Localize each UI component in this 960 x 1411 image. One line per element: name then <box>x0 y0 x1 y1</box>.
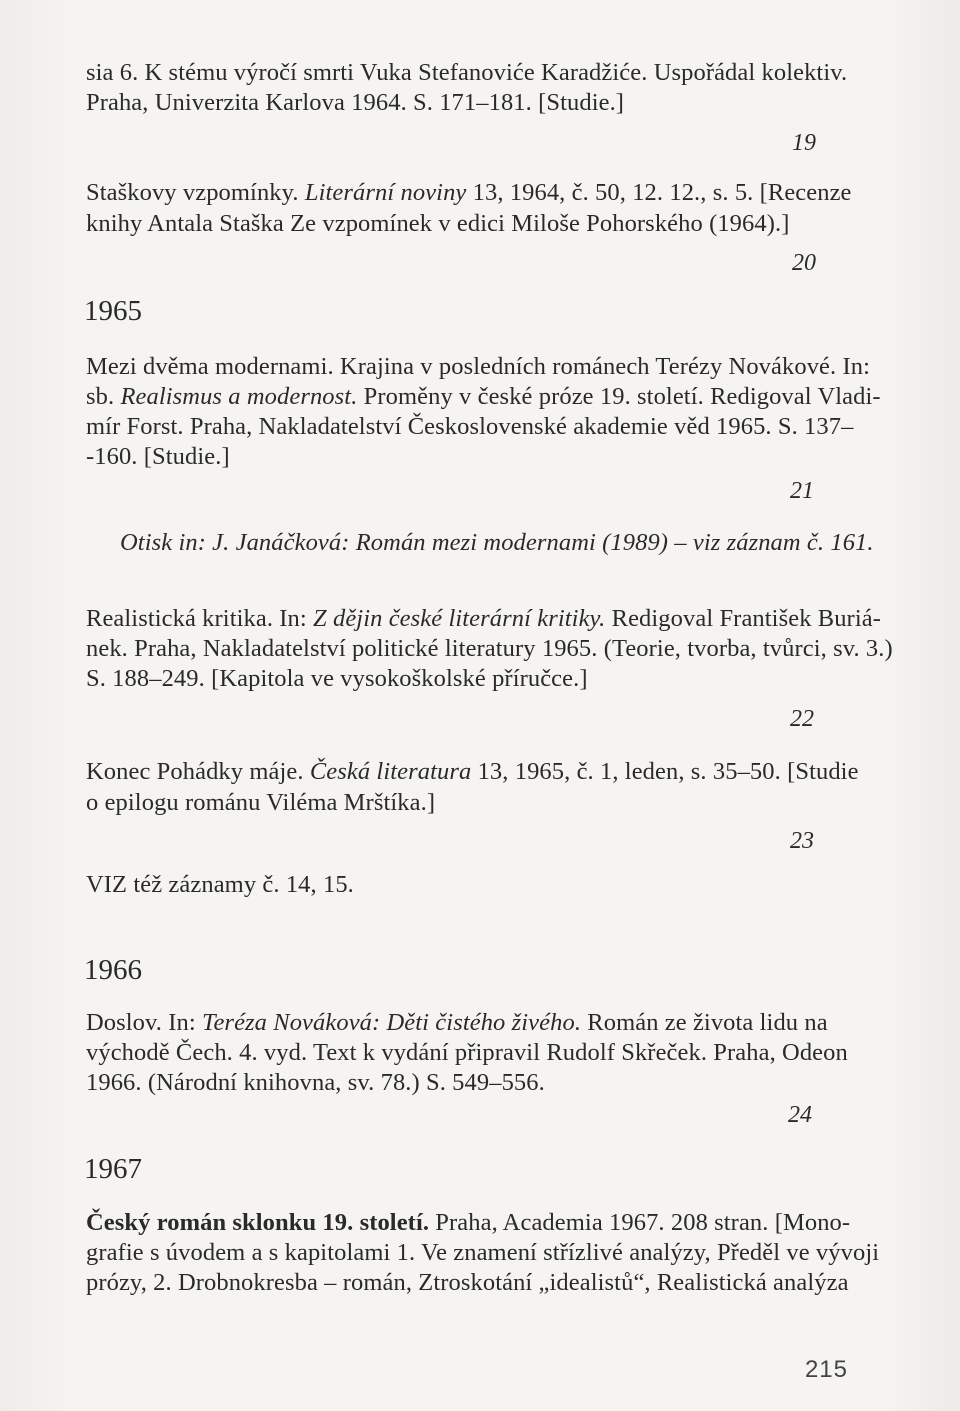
text-line: knihy Antala Staška Ze vzpomínek v edici Miloše Pohorského (1964).] <box>86 210 790 237</box>
text-line: grafie s úvodem a s kapitolami 1. Ve znamení střízlivé analýzy, Předěl ve vývoji <box>86 1239 880 1266</box>
entry-number: 21 <box>790 478 814 504</box>
text-line: mír Forst. Praha, Nakladatelství Československé akademie věd 1965. S. 137– <box>86 413 854 440</box>
text-line: Realistická kritika. In: Z dějin české literární kritiky. Redigoval František Buriá- <box>86 605 881 632</box>
year-heading: 1967 <box>84 1153 142 1185</box>
entry-number: 24 <box>788 1102 812 1128</box>
text-line: 1966. (Národní knihovna, sv. 78.) S. 549–556. <box>86 1069 545 1096</box>
text-line: Praha, Univerzita Karlova 1964. S. 171–181. [Studie.] <box>86 89 625 116</box>
text-line: sia 6. K stému výročí smrti Vuka Stefanoviće Karadžiće. Uspořádal kolektiv. <box>86 59 848 86</box>
text-line: VIZ též záznamy č. 14, 15. <box>86 871 354 898</box>
reprint-note: Otisk in: J. Janáčková: Román mezi modernami (1989) – viz záznam č. 161. <box>120 529 874 556</box>
text-line: S. 188–249. [Kapitola ve vysokoškolské příručce.] <box>86 665 588 692</box>
text-line: Konec Pohádky máje. Česká literatura 13, 1965, č. 1, leden, s. 35–50. [Studie <box>86 758 859 785</box>
text-line: prózy, 2. Drobnokresba – román, Ztroskotání „idealistů“, Realistická analýza <box>86 1269 849 1296</box>
text-line: -160. [Studie.] <box>86 443 230 470</box>
text-line: Doslov. In: Teréza Nováková: Děti čistého živého. Román ze života lidu na <box>86 1009 828 1036</box>
entry-number: 20 <box>792 250 816 276</box>
year-heading: 1965 <box>84 295 142 327</box>
entry-number: 22 <box>790 706 814 732</box>
entry-number: 23 <box>790 828 814 854</box>
year-heading: 1966 <box>84 954 142 986</box>
text-line: Mezi dvěma modernami. Krajina v posledních románech Terézy Novákové. In: <box>86 353 870 380</box>
text-line: východě Čech. 4. vyd. Text k vydání připravil Rudolf Skřeček. Praha, Odeon <box>86 1039 848 1066</box>
text-line: Staškovy vzpomínky. Literární noviny 13, 1964, č. 50, 12. 12., s. 5. [Recenze <box>86 179 852 206</box>
text-line: Český román sklonku 19. století. Praha, Academia 1967. 208 stran. [Mono- <box>86 1209 851 1236</box>
text-line: nek. Praha, Nakladatelství politické literatury 1965. (Teorie, tvorba, tvůrci, sv. 3.) <box>86 635 893 662</box>
text-line: o epilogu románu Viléma Mrštíka.] <box>86 789 436 816</box>
page-number: 215 <box>804 1356 848 1383</box>
entry-number: 19 <box>792 130 816 156</box>
text-line: sb. Realismus a modernost. Proměny v české próze 19. století. Redigoval Vladi- <box>86 383 881 410</box>
